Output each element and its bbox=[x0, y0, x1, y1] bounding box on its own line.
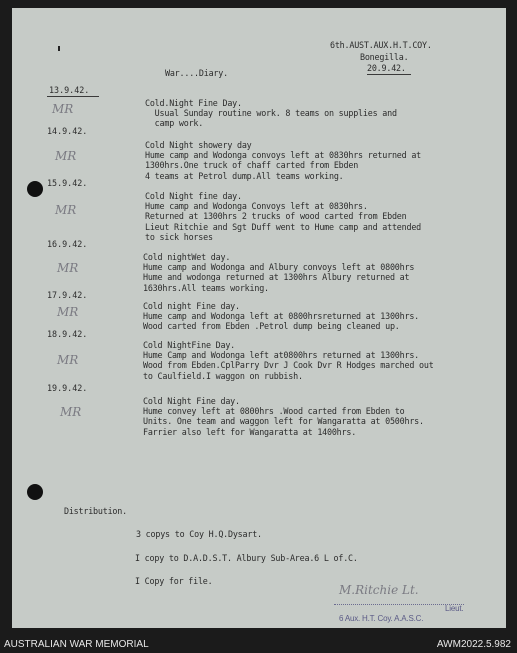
distribution-line: 3 copys to Coy H.Q.Dysart. bbox=[136, 529, 262, 539]
entry-date: 15.9.42. bbox=[47, 178, 88, 188]
initials-mark: MR bbox=[55, 149, 77, 163]
place-heading: Bonegilla. bbox=[360, 52, 409, 62]
diary-page bbox=[12, 8, 506, 628]
distribution-line: I copy to D.A.D.S.T. Albury Sub-Area.6 L of.C. bbox=[135, 553, 358, 563]
entry-text: Cold nightWet day. Hume camp and Wodonga and Albury convoys left at 0800hrs Hume and wodonga returned at 1300hrs Albury returned at 1630hrs.All teams working. bbox=[143, 252, 415, 293]
signature-unit-stamp: 6 Aux. H.T. Coy. A.A.S.C. bbox=[339, 614, 424, 623]
entry-text: Cold Night Fine day. Hume convey left at 0800hrs .Wood carted from Ebden to Units. One team and waggon left for Wangaratta at 0500hrs. Farrier also left for Wangaratta at 1400hrs. bbox=[143, 396, 424, 437]
initials-mark: MR bbox=[57, 261, 79, 275]
entry-date: 16.9.42. bbox=[47, 239, 88, 249]
footer-institution: AUSTRALIAN WAR MEMORIAL bbox=[4, 639, 149, 650]
entry-text: Cold.Night Fine Day. Usual Sunday routine work. 8 teams on supplies and camp work. bbox=[145, 98, 397, 129]
footer-accession: AWM2022.5.982 bbox=[436, 639, 511, 650]
page-date: 20.9.42. bbox=[367, 63, 406, 73]
entry-date: 13.9.42. bbox=[49, 85, 90, 95]
entry-date: 14.9.42. bbox=[47, 126, 88, 136]
initials-mark: MR bbox=[57, 353, 79, 367]
initials-mark: MR bbox=[52, 102, 74, 116]
initials-mark: MR bbox=[60, 405, 82, 419]
date-underline bbox=[367, 74, 411, 75]
unit-heading: 6th.AUST.AUX.H.T.COY. bbox=[330, 40, 432, 50]
entry-text: Cold night Fine day. Hume camp and Wodonga left at 0800hrsreturned at 1300hrs. Wood carted from Ebden .Petrol dump being cleaned up. bbox=[143, 301, 420, 332]
punch-hole bbox=[27, 484, 43, 500]
initials-mark: MR bbox=[55, 203, 77, 217]
entry-text: Cold NightFine Day. Hume Camp and Wodonga left at0800hrs returned at 1300hrs. Wood from Ebden.CplParry Dvr J Cook Dvr R Hodges marched out to Caulfield.I waggon on rubbish. bbox=[143, 340, 434, 381]
entry-text: Cold Night fine day. Hume camp and Wodonga Convoys left at 0830hrs. Returned at 1300hrs 2 trucks of wood carted from Ebden Lieut Ritchie and Sgt Duff went to Hume camp and attended to sick horses bbox=[145, 191, 422, 242]
distribution-line: I Copy for file. bbox=[135, 576, 213, 586]
signature-rank: Lieut. bbox=[445, 604, 464, 613]
punch-hole bbox=[27, 181, 43, 197]
initials-mark: MR bbox=[57, 305, 79, 319]
entry-date: 18.9.42. bbox=[47, 329, 88, 339]
date-underline bbox=[47, 96, 99, 97]
entry-text: Cold Night showery day Hume camp and Wodonga convoys left at 0830hrs returned at 1300hrs.One truck of chaff carted from Ebden 4 teams at Petrol dump.All teams working. bbox=[145, 140, 422, 181]
entry-date: 19.9.42. bbox=[47, 383, 88, 393]
ink-mark bbox=[58, 46, 60, 51]
handwritten-signature: M.Ritchie Lt. bbox=[339, 583, 419, 597]
distribution-heading: Distribution. bbox=[64, 506, 127, 516]
page-title: War....Diary. bbox=[165, 68, 228, 78]
entry-date: 17.9.42. bbox=[47, 290, 88, 300]
